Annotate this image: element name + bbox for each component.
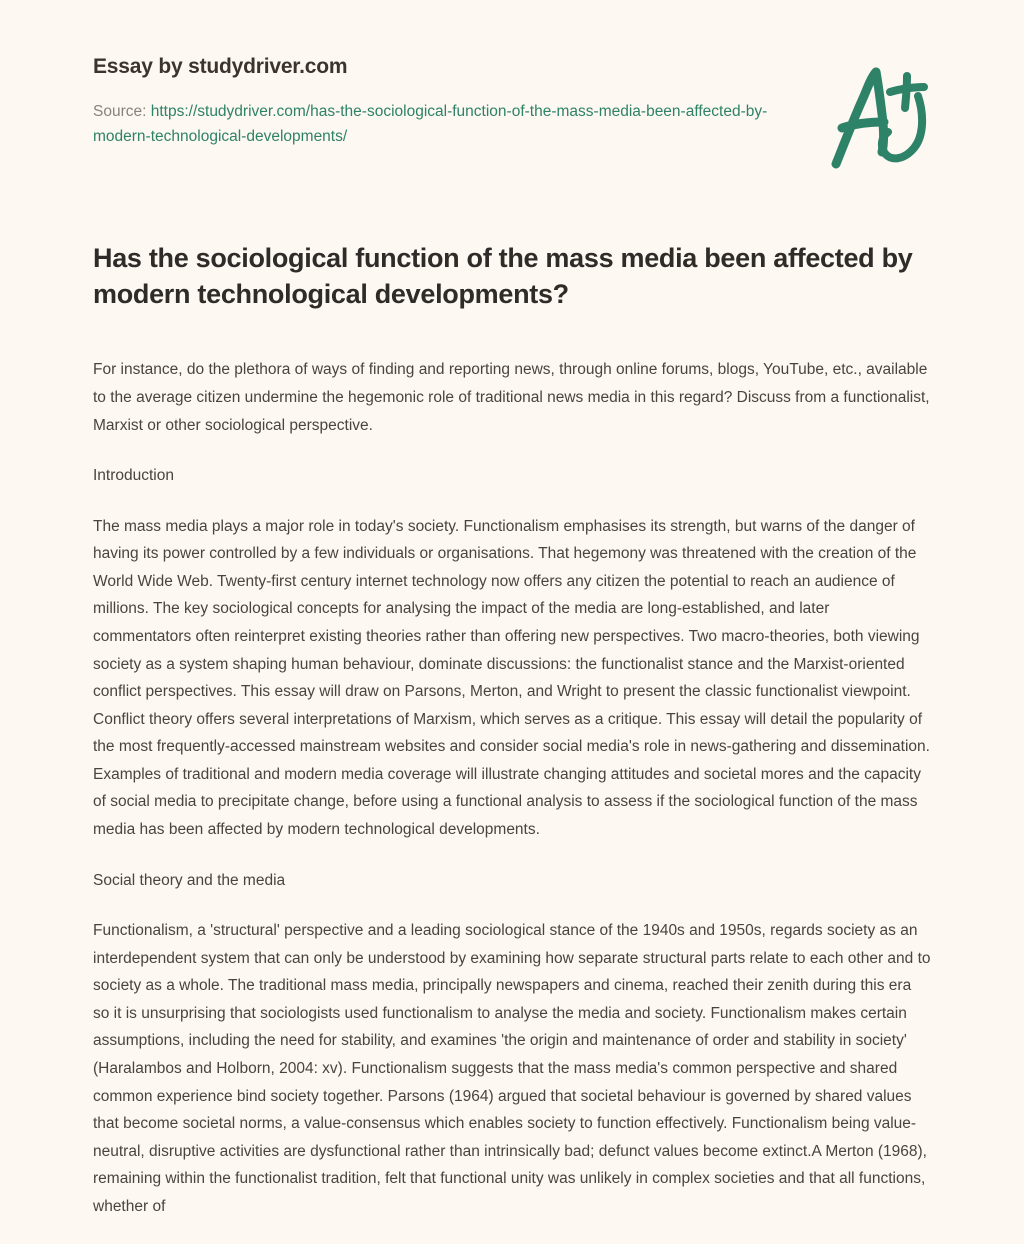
heading-introduction: Introduction bbox=[93, 467, 174, 485]
source-url-link[interactable]: https://studydriver.com/has-the-sociological-function-of-the-mass-media-been-affected-by-modern-technological-developments/ bbox=[93, 103, 768, 146]
a-plus-icon bbox=[814, 52, 944, 182]
intro-paragraph: The mass media plays a major role in today's society. Functionalism emphasises its strength, but warns of the danger of having its power controlled by a few individuals or organisations. That hegemony was threatened with the creation of the World Wide Web. Twenty-first century internet technology now offers any citizen the potential to reach an audience of millions. The key sociological concepts for analysing the impact of the media are long-established, and later commentators often reinterpret existing theories rather than offering new perspectives. Two macro-theories, both viewing society as a system shaping human behaviour, dominate discussions: the functionalist stance and the Marxist-oriented conflict perspectives. This essay will draw on Parsons, Merton, and Wright to present the classic functionalist viewpoint. Conflict theory offers several interpretations of Marxism, which serves as a critique. This essay will detail the popularity of the most frequently-accessed mainstream websites and consider social media's role in news-gathering and dissemination. Examples of traditional and modern media coverage will illustrate changing attitudes and societal mores and the capacity of social media to precipitate change, before using a functional analysis to assess if the sociological function of the mass media has been affected by modern technological developments. bbox=[93, 517, 930, 839]
brand-title: Essay by studydriver.com bbox=[93, 55, 348, 78]
page-title: Has the sociological function of the mass media been affected by modern technological developments? bbox=[93, 243, 913, 310]
source-label: Source: bbox=[93, 103, 147, 121]
article-body bbox=[93, 240, 931, 1244]
heading-social-theory: Social theory and the media bbox=[93, 871, 286, 889]
a-plus-logo bbox=[814, 52, 944, 182]
prompt-paragraph: For instance, do the plethora of ways of finding and reporting news, through online forums, blogs, YouTube, etc., available to the average citizen undermine the hegemonic role of traditional news media in this regard? Discuss from a functionalist, Marxist or other sociological perspective. bbox=[93, 361, 930, 434]
social-theory-paragraph: Functionalism, a 'structural' perspective and a leading sociological stance of the 1940s and 1950s, regards society as an interdependent system that can only be understood by examining how separate structural parts relate to each other and to society as a whole. The traditional mass media, principally newspapers and cinema, reached their zenith during this era so it is unsurprising that sociologists used functionalism to analyse the media and society. Functionalism makes certain assumptions, including the need for stability, and examines 'the origin and maintenance of order and stability in society' (Haralambos and Holborn, 2004: xv). Functionalism suggests that the mass media's common perspective and shared common experience bind society together. Parsons (1964) argued that societal behaviour is governed by shared values that become societal norms, a value-consensus which enables society to function effectively. Functionalism being value-neutral, disruptive activities are dysfunctional rather than intrinsically bad; defunct values become extinct.A Merton (1968), remaining within the functionalist tradition, felt that functional unity was unlikely in complex societies and that all functions, whether of bbox=[93, 922, 931, 1215]
source-line bbox=[93, 99, 793, 149]
header-text-block bbox=[93, 54, 793, 149]
page-header bbox=[0, 0, 1024, 200]
